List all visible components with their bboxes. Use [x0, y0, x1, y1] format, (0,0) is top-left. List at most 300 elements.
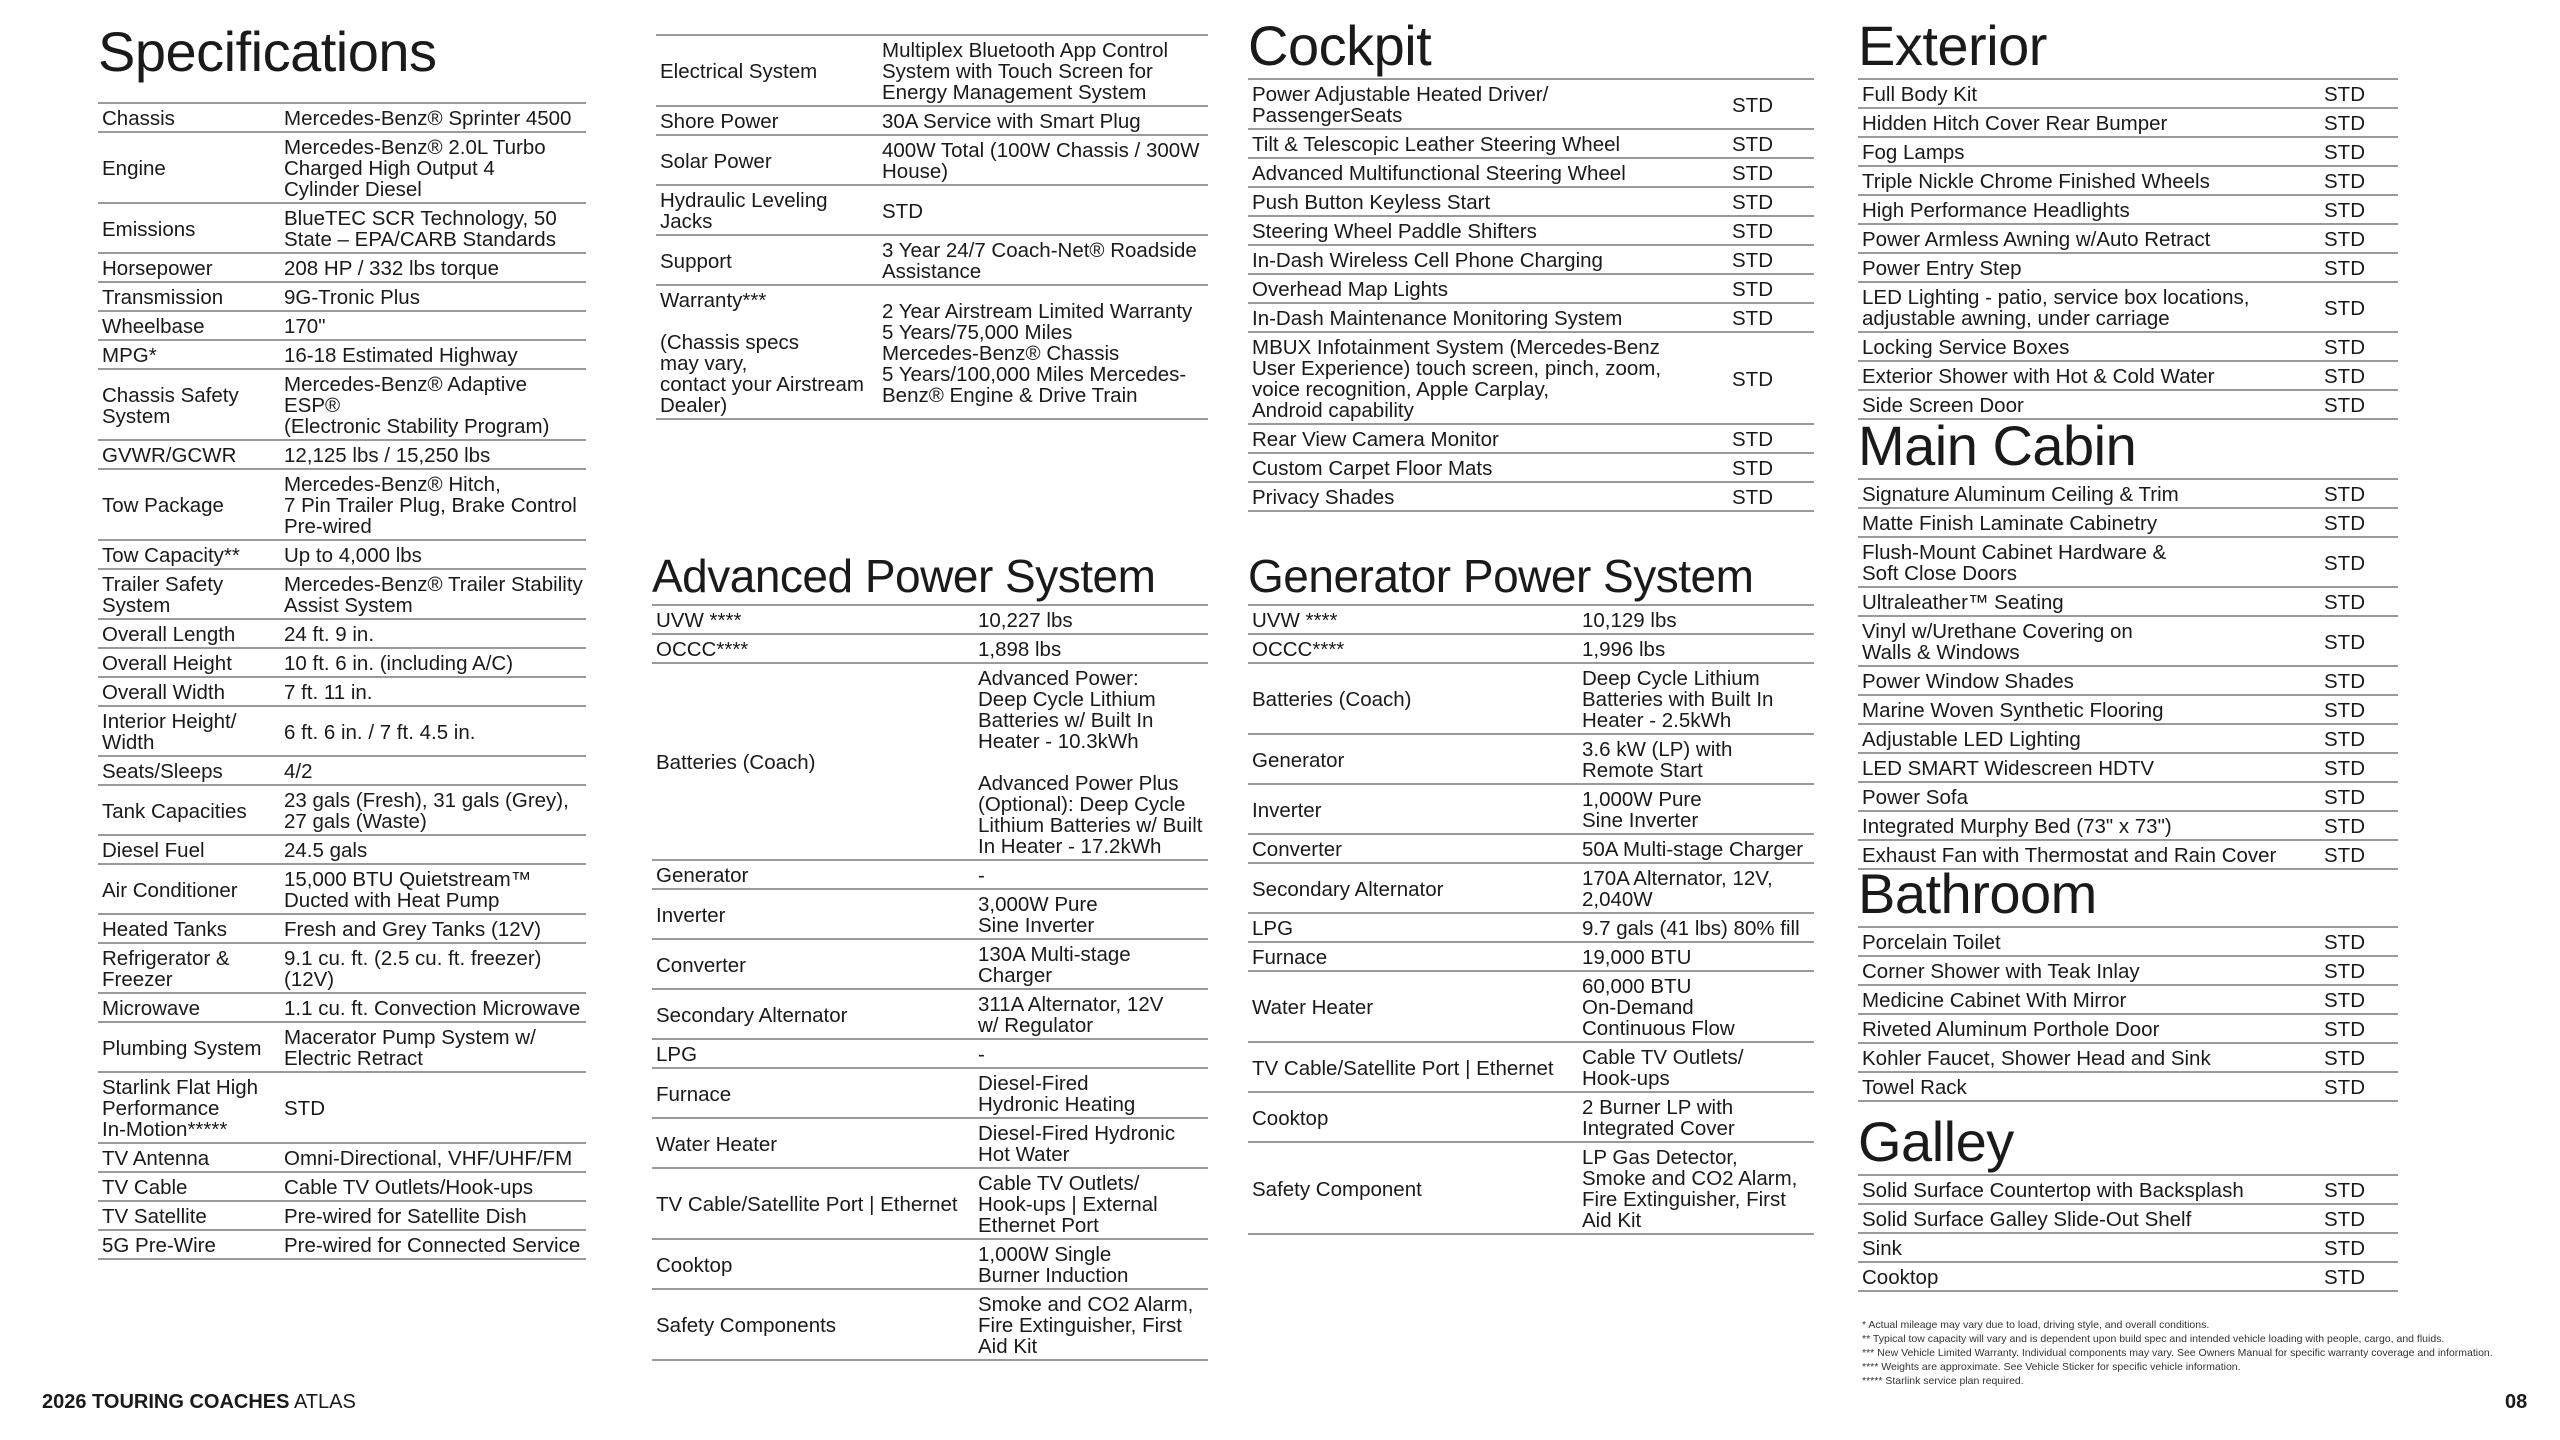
row-label: TV Cable/Satellite Port | Ethernet [652, 1168, 974, 1239]
row-label: Furnace [1248, 942, 1578, 971]
row-value: STD [2320, 1204, 2398, 1233]
row-label: Exhaust Fan with Thermostat and Rain Cover [1858, 840, 2320, 869]
row-value: STD [2320, 956, 2398, 985]
row-value: STD [1728, 453, 1814, 482]
row-label: Overhead Map Lights [1248, 274, 1728, 303]
row-value: 1,000W Pure Sine Inverter [1578, 784, 1814, 834]
table-row [98, 340, 586, 369]
row-value: Smoke and CO2 Alarm, Fire Extinguisher, First Aid Kit [974, 1289, 1208, 1360]
spec-table [98, 102, 586, 1260]
section-title: Specifications [98, 20, 437, 83]
row-value: STD [280, 1072, 586, 1143]
page-number: 08 [2505, 1391, 2528, 1413]
row-value: STD [2320, 361, 2398, 390]
table-row [1858, 724, 2398, 753]
table-row [652, 989, 1208, 1039]
row-value: 130A Multi-stage Charger [974, 939, 1208, 989]
table-row [98, 648, 586, 677]
row-label: Matte Finish Laminate Cabinetry [1858, 508, 2320, 537]
row-value: 9G-Tronic Plus [280, 282, 586, 311]
row-label: GVWR/GCWR [98, 440, 280, 469]
row-value: STD [2320, 390, 2398, 419]
table-row [1858, 332, 2398, 361]
table-row [1858, 695, 2398, 724]
table-row [656, 285, 1208, 419]
table-row [1858, 508, 2398, 537]
row-value: STD [2320, 224, 2398, 253]
row-label: Starlink Flat High Performance In-Motion***** [98, 1072, 280, 1143]
table-row [1858, 1014, 2398, 1043]
row-label: Seats/Sleeps [98, 756, 280, 785]
row-value: 15,000 BTU Quietstream™ Ducted with Heat Pump [280, 864, 586, 914]
row-value: Diesel-Fired Hydronic Hot Water [974, 1118, 1208, 1168]
table-row [652, 1118, 1208, 1168]
row-label: Converter [1248, 834, 1578, 863]
row-label: Converter [652, 939, 974, 989]
row-value: Mercedes-Benz® Sprinter 4500 [280, 103, 586, 132]
table-row [98, 369, 586, 440]
table-row [98, 914, 586, 943]
row-value: 1,898 lbs [974, 634, 1208, 663]
row-label: Wheelbase [98, 311, 280, 340]
row-value: STD [2320, 1175, 2398, 1204]
row-label: Sink [1858, 1233, 2320, 1262]
row-value: 24 ft. 9 in. [280, 619, 586, 648]
row-value: 9.7 gals (41 lbs) 80% fill [1578, 913, 1814, 942]
specifications-section [98, 20, 586, 1260]
row-value: Cable TV Outlets/ Hook-ups [1578, 1042, 1814, 1092]
row-label: Exterior Shower with Hot & Cold Water [1858, 361, 2320, 390]
table-row [1858, 1204, 2398, 1233]
row-value: 311A Alternator, 12V w/ Regulator [974, 989, 1208, 1039]
row-label: Privacy Shades [1248, 482, 1728, 511]
table-row [1858, 587, 2398, 616]
section-title: Advanced Power System [652, 550, 1156, 602]
advanced-power-section [652, 548, 1208, 1361]
row-label: Ultraleather™ Seating [1858, 587, 2320, 616]
row-label: Inverter [652, 889, 974, 939]
row-value: STD [2320, 1233, 2398, 1262]
row-value: STD [2320, 724, 2398, 753]
row-label: Inverter [1248, 784, 1578, 834]
row-value: BlueTEC SCR Technology, 50 State – EPA/CARB Standards [280, 203, 586, 253]
row-value: 16-18 Estimated Highway [280, 340, 586, 369]
table-row [1858, 1233, 2398, 1262]
row-value: STD [2320, 782, 2398, 811]
row-value: 50A Multi-stage Charger [1578, 834, 1814, 863]
table-row [1858, 616, 2398, 666]
table-row [1858, 985, 2398, 1014]
row-label: Power Armless Awning w/Auto Retract [1858, 224, 2320, 253]
table-row [98, 1143, 586, 1172]
table-row [1248, 971, 1814, 1042]
row-value: - [974, 1039, 1208, 1068]
table-row [98, 785, 586, 835]
section-title: Main Cabin [1858, 414, 2137, 477]
row-label: Rear View Camera Monitor [1248, 424, 1728, 453]
spec-table-cont [656, 34, 1208, 420]
row-label: Marine Woven Synthetic Flooring [1858, 695, 2320, 724]
row-label: Secondary Alternator [1248, 863, 1578, 913]
row-label: Side Screen Door [1858, 390, 2320, 419]
table-row [1858, 1175, 2398, 1204]
main-cabin-section [1858, 414, 2398, 870]
galley-table [1858, 1174, 2398, 1292]
row-label: Fog Lamps [1858, 137, 2320, 166]
row-label: Signature Aluminum Ceiling & Trim [1858, 479, 2320, 508]
row-label: Vinyl w/Urethane Covering on Walls & Windows [1858, 616, 2320, 666]
row-label: UVW **** [1248, 605, 1578, 634]
table-row [652, 889, 1208, 939]
table-row [652, 1168, 1208, 1239]
row-label: Solid Surface Countertop with Backsplash [1858, 1175, 2320, 1204]
table-row [1248, 634, 1814, 663]
row-label: Emissions [98, 203, 280, 253]
table-row [1248, 424, 1814, 453]
row-label: Safety Components [652, 1289, 974, 1360]
row-label: TV Cable [98, 1172, 280, 1201]
row-value: STD [2320, 616, 2398, 666]
table-row [98, 835, 586, 864]
table-row [1248, 784, 1814, 834]
row-label: Riveted Aluminum Porthole Door [1858, 1014, 2320, 1043]
table-row [98, 203, 586, 253]
row-label: Safety Component [1248, 1142, 1578, 1234]
generator-power-section [1248, 548, 1814, 1235]
table-row [1858, 782, 2398, 811]
row-label: TV Satellite [98, 1201, 280, 1230]
row-label: Heated Tanks [98, 914, 280, 943]
row-label: Tilt & Telescopic Leather Steering Wheel [1248, 129, 1728, 158]
row-value: - [974, 860, 1208, 889]
row-label: Hydraulic Leveling Jacks [656, 185, 878, 235]
row-label: OCCC**** [1248, 634, 1578, 663]
row-label: Batteries (Coach) [1248, 663, 1578, 734]
specifications-cont-section [656, 34, 1208, 420]
table-row [656, 185, 1208, 235]
row-value: Mercedes-Benz® Trailer Stability Assist System [280, 569, 586, 619]
row-label: Solid Surface Galley Slide-Out Shelf [1858, 1204, 2320, 1233]
table-row [1858, 195, 2398, 224]
row-label: LED Lighting - patio, service box locations, adjustable awning, under carriage [1858, 282, 2320, 332]
table-row [1858, 927, 2398, 956]
row-value: STD [2320, 108, 2398, 137]
row-label: Chassis [98, 103, 280, 132]
row-value: 24.5 gals [280, 835, 586, 864]
row-value: STD [1728, 129, 1814, 158]
row-value: Fresh and Grey Tanks (12V) [280, 914, 586, 943]
table-row [656, 135, 1208, 185]
row-value: STD [1728, 303, 1814, 332]
table-row [1858, 666, 2398, 695]
row-value: STD [2320, 332, 2398, 361]
row-label: Triple Nickle Chrome Finished Wheels [1858, 166, 2320, 195]
row-label: Overall Length [98, 619, 280, 648]
row-value: STD [1728, 158, 1814, 187]
table-row [656, 235, 1208, 285]
table-row [1858, 1072, 2398, 1101]
row-label: Electrical System [656, 35, 878, 106]
row-value: 6 ft. 6 in. / 7 ft. 4.5 in. [280, 706, 586, 756]
table-row [1248, 274, 1814, 303]
row-label: Tank Capacities [98, 785, 280, 835]
table-row [1248, 605, 1814, 634]
table-row [98, 1230, 586, 1259]
row-value: Up to 4,000 lbs [280, 540, 586, 569]
row-label: Power Sofa [1858, 782, 2320, 811]
row-value: 3.6 kW (LP) with Remote Start [1578, 734, 1814, 784]
row-label: Air Conditioner [98, 864, 280, 914]
row-value: STD [2320, 666, 2398, 695]
row-value: STD [2320, 282, 2398, 332]
table-row [98, 864, 586, 914]
row-label: UVW **** [652, 605, 974, 634]
table-row [1858, 137, 2398, 166]
row-value: STD [2320, 1072, 2398, 1101]
table-row [98, 706, 586, 756]
table-row [98, 253, 586, 282]
row-label: In-Dash Maintenance Monitoring System [1248, 303, 1728, 332]
section-title: Exterior [1858, 14, 2047, 77]
row-value: 7 ft. 11 in. [280, 677, 586, 706]
row-label: Transmission [98, 282, 280, 311]
table-row [1248, 834, 1814, 863]
table-row [98, 756, 586, 785]
row-label: Custom Carpet Floor Mats [1248, 453, 1728, 482]
row-value: Cable TV Outlets/ Hook-ups | External Ethernet Port [974, 1168, 1208, 1239]
table-row [98, 677, 586, 706]
table-row [98, 569, 586, 619]
row-value: STD [2320, 537, 2398, 587]
bathroom-section [1858, 862, 2398, 1102]
cockpit-table [1248, 78, 1814, 512]
row-value: LP Gas Detector, Smoke and CO2 Alarm, Fire Extinguisher, First Aid Kit [1578, 1142, 1814, 1234]
row-label: Tow Package [98, 469, 280, 540]
row-label: Tow Capacity** [98, 540, 280, 569]
row-value: STD [2320, 79, 2398, 108]
table-row [98, 132, 586, 203]
row-value: Diesel-Fired Hydronic Heating [974, 1068, 1208, 1118]
row-label: Water Heater [1248, 971, 1578, 1042]
table-row [98, 619, 586, 648]
table-row [98, 311, 586, 340]
row-label: Overall Width [98, 677, 280, 706]
row-value: 170A Alternator, 12V, 2,040W [1578, 863, 1814, 913]
row-value: 1,000W Single Burner Induction [974, 1239, 1208, 1289]
row-value: 2 Burner LP with Integrated Cover [1578, 1092, 1814, 1142]
row-value: 1,996 lbs [1578, 634, 1814, 663]
table-row [1858, 1262, 2398, 1291]
row-value: STD [878, 185, 1208, 235]
row-label: LED SMART Widescreen HDTV [1858, 753, 2320, 782]
table-row [652, 605, 1208, 634]
table-row [652, 1068, 1208, 1118]
table-row [1858, 956, 2398, 985]
row-value: 60,000 BTU On-Demand Continuous Flow [1578, 971, 1814, 1042]
table-row [1248, 216, 1814, 245]
row-label: Push Button Keyless Start [1248, 187, 1728, 216]
row-value: Mercedes-Benz® Adaptive ESP® (Electronic Stability Program) [280, 369, 586, 440]
row-value: STD [1728, 216, 1814, 245]
table-row [1858, 811, 2398, 840]
row-value: 1.1 cu. ft. Convection Microwave [280, 993, 586, 1022]
row-label: Integrated Murphy Bed (73" x 73") [1858, 811, 2320, 840]
row-value: 10,129 lbs [1578, 605, 1814, 634]
cockpit-section [1248, 14, 1814, 512]
row-value: 12,125 lbs / 15,250 lbs [280, 440, 586, 469]
table-row [1248, 734, 1814, 784]
table-row [98, 540, 586, 569]
row-label: Power Window Shades [1858, 666, 2320, 695]
row-label: Horsepower [98, 253, 280, 282]
table-row [1858, 108, 2398, 137]
row-value: Mercedes-Benz® Hitch, 7 Pin Trailer Plug, Brake Control Pre-wired [280, 469, 586, 540]
row-label: Secondary Alternator [652, 989, 974, 1039]
row-value: 10 ft. 6 in. (including A/C) [280, 648, 586, 677]
row-label: Medicine Cabinet With Mirror [1858, 985, 2320, 1014]
table-row [1248, 129, 1814, 158]
section-title: Bathroom [1858, 862, 2097, 925]
table-row [652, 1289, 1208, 1360]
table-row [98, 1022, 586, 1072]
table-row [1248, 1092, 1814, 1142]
generator-power-table [1248, 604, 1814, 1235]
row-label: Kohler Faucet, Shower Head and Sink [1858, 1043, 2320, 1072]
row-value: STD [2320, 840, 2398, 869]
table-row [1858, 79, 2398, 108]
row-label: Locking Service Boxes [1858, 332, 2320, 361]
row-label: 5G Pre-Wire [98, 1230, 280, 1259]
row-label: Engine [98, 132, 280, 203]
table-row [1858, 537, 2398, 587]
table-row [1858, 1043, 2398, 1072]
row-label: Generator [652, 860, 974, 889]
row-value: 19,000 BTU [1578, 942, 1814, 971]
footer-brand [42, 1391, 356, 1414]
table-row [98, 103, 586, 132]
row-value: 30A Service with Smart Plug [878, 106, 1208, 135]
row-label: Plumbing System [98, 1022, 280, 1072]
row-value: Macerator Pump System w/ Electric Retract [280, 1022, 586, 1072]
row-label: Chassis Safety System [98, 369, 280, 440]
row-value: STD [2320, 1014, 2398, 1043]
row-label: Trailer Safety System [98, 569, 280, 619]
row-label: Batteries (Coach) [652, 663, 974, 860]
row-label: Porcelain Toilet [1858, 927, 2320, 956]
exterior-table [1858, 78, 2398, 420]
galley-section [1858, 1110, 2398, 1292]
table-row [652, 1239, 1208, 1289]
row-label: Generator [1248, 734, 1578, 784]
row-label: MPG* [98, 340, 280, 369]
table-row [1248, 79, 1814, 129]
advanced-power-table [652, 604, 1208, 1361]
table-row [1248, 663, 1814, 734]
table-row [1858, 253, 2398, 282]
row-value: STD [2320, 811, 2398, 840]
row-label: Cooktop [1858, 1262, 2320, 1291]
row-label: In-Dash Wireless Cell Phone Charging [1248, 245, 1728, 274]
row-label: Corner Shower with Teak Inlay [1858, 956, 2320, 985]
row-value: STD [2320, 166, 2398, 195]
row-label: Shore Power [656, 106, 878, 135]
row-label: Cooktop [1248, 1092, 1578, 1142]
row-value: STD [2320, 479, 2398, 508]
table-row [1858, 361, 2398, 390]
row-value: Multiplex Bluetooth App Control System with Touch Screen for Energy Management System [878, 35, 1208, 106]
table-row [1248, 332, 1814, 424]
row-value: Cable TV Outlets/Hook-ups [280, 1172, 586, 1201]
row-value: STD [2320, 695, 2398, 724]
row-value: STD [2320, 508, 2398, 537]
row-value: STD [2320, 253, 2398, 282]
row-value: Advanced Power: Deep Cycle Lithium Batteries w/ Built In Heater - 10.3kWh Advanced Power Plus (Optional): Deep Cycle Lithium Batteries w/ Built In Heater - 17.2kWh [974, 663, 1208, 860]
row-label: Water Heater [652, 1118, 974, 1168]
table-row [98, 282, 586, 311]
row-value: 2 Year Airstream Limited Warranty 5 Years/75,000 Miles Mercedes-Benz® Chassis 5 Years/100,000 Miles Mercedes- Benz® Engine & Drive Train [878, 285, 1208, 419]
row-value: 170" [280, 311, 586, 340]
table-row [1248, 158, 1814, 187]
row-value: STD [2320, 927, 2398, 956]
table-row [652, 634, 1208, 663]
row-value: 208 HP / 332 lbs torque [280, 253, 586, 282]
row-value: STD [1728, 424, 1814, 453]
row-value: STD [1728, 332, 1814, 424]
table-row [98, 943, 586, 993]
main-cabin-table [1858, 478, 2398, 870]
row-value: 400W Total (100W Chassis / 300W House) [878, 135, 1208, 185]
table-row [1248, 187, 1814, 216]
table-row [98, 1201, 586, 1230]
table-row [1248, 1142, 1814, 1234]
row-label: MBUX Infotainment System (Mercedes-Benz User Experience) touch screen, pinch, zoom, voice recognition, Apple Carplay, Android capability [1248, 332, 1728, 424]
table-row [1248, 482, 1814, 511]
table-row [652, 663, 1208, 860]
row-label: Interior Height/ Width [98, 706, 280, 756]
section-title: Generator Power System [1248, 550, 1754, 602]
row-value: STD [1728, 187, 1814, 216]
table-row [98, 1172, 586, 1201]
row-label: Solar Power [656, 135, 878, 185]
table-row [1248, 1042, 1814, 1092]
row-value: 3,000W Pure Sine Inverter [974, 889, 1208, 939]
footer-brand-bold: 2026 TOURING COACHES [42, 1391, 290, 1413]
row-label: Cooktop [652, 1239, 974, 1289]
row-label: High Performance Headlights [1858, 195, 2320, 224]
table-row [1248, 453, 1814, 482]
footnotes: * Actual mileage may vary due to load, driving style, and overall conditions. ** Typical tow capacity will vary and is dependent upon build spec and intended vehicle loading with people, cargo, and fluids. *** New Vehicle Limited Warranty. Individual components may vary. See Owners Manual for specific warranty coverage and information. **** Weights are approximate. See Vehicle Sticker for specific vehicle information. ***** Starlink service plan required. [1862, 1319, 2493, 1387]
row-value: STD [2320, 1043, 2398, 1072]
table-row [652, 939, 1208, 989]
footer-brand-model: ATLAS [293, 1391, 356, 1413]
row-label: Full Body Kit [1858, 79, 2320, 108]
row-value: STD [1728, 482, 1814, 511]
table-row [98, 1072, 586, 1143]
table-row [1858, 224, 2398, 253]
bathroom-table [1858, 926, 2398, 1102]
table-row [1248, 863, 1814, 913]
row-label: OCCC**** [652, 634, 974, 663]
table-row [656, 35, 1208, 106]
row-label: LPG [1248, 913, 1578, 942]
row-value: STD [2320, 587, 2398, 616]
row-value: STD [2320, 753, 2398, 782]
row-label: Flush-Mount Cabinet Hardware & Soft Close Doors [1858, 537, 2320, 587]
row-value: STD [2320, 985, 2398, 1014]
row-value: Mercedes-Benz® 2.0L Turbo Charged High Output 4 Cylinder Diesel [280, 132, 586, 203]
row-label: Hidden Hitch Cover Rear Bumper [1858, 108, 2320, 137]
row-label: Microwave [98, 993, 280, 1022]
